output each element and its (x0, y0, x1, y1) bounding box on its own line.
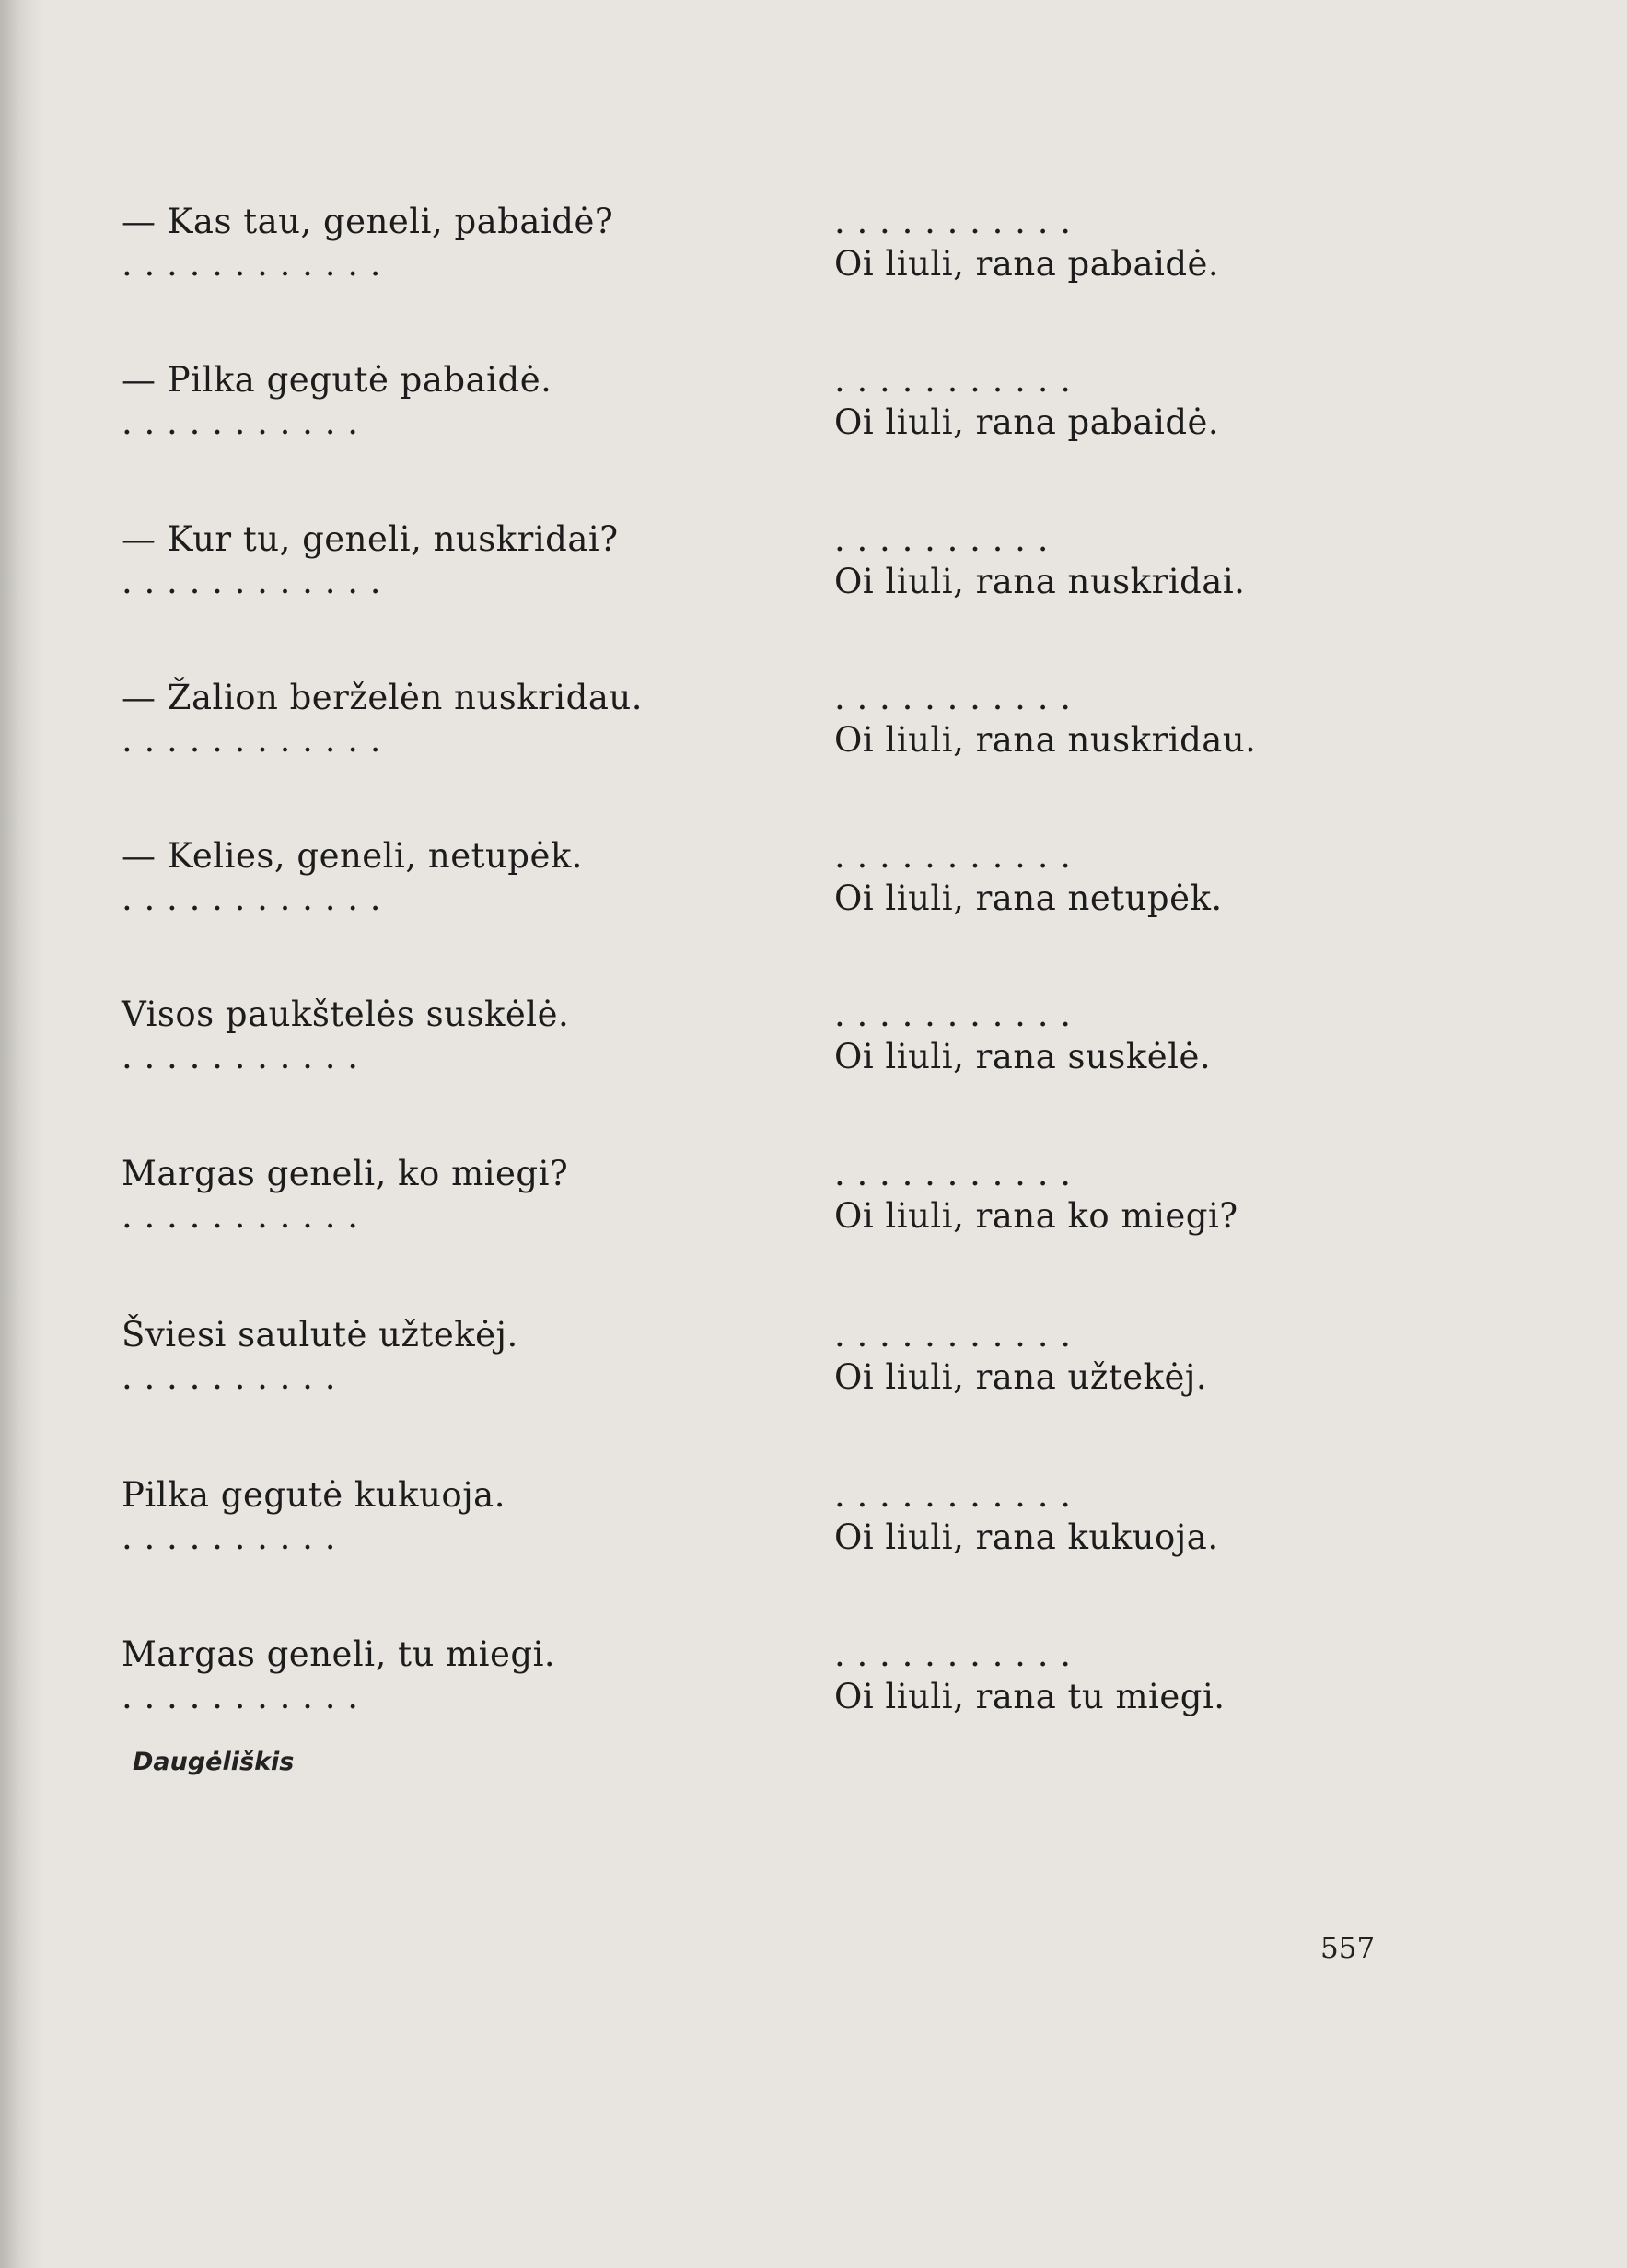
page-binding-shadow (0, 0, 42, 2268)
stanza-5 (0, 835, 1627, 946)
stanza-line-left-2: . . . . . . . . . . . . (122, 878, 382, 918)
stanza-line-left-1: — Pilka gegutė pabaidė. (122, 360, 552, 400)
stanza-line-right-1: . . . . . . . . . . . (834, 1154, 1072, 1193)
stanza-line-left-2: . . . . . . . . . . . (122, 402, 359, 442)
stanza-line-right-2: Oi liuli, rana nuskridai. (834, 562, 1246, 601)
stanza-line-right-2: Oi liuli, rana nuskridau. (834, 720, 1257, 760)
stanza-8 (0, 1314, 1627, 1425)
stanza-line-right-1: . . . . . . . . . . . (834, 360, 1072, 400)
stanza-line-right-2: Oi liuli, rana suskėlė. (834, 1037, 1212, 1076)
stanza-9 (0, 1474, 1627, 1585)
stanza-line-left-2: . . . . . . . . . . . . (122, 562, 382, 601)
stanza-line-left-2: . . . . . . . . . . . . (122, 720, 382, 760)
stanza-line-right-2: Oi liuli, rana pabaidė. (834, 402, 1220, 442)
stanza-line-left-1: Margas geneli, ko miegi? (122, 1154, 569, 1193)
stanza-line-right-2: Oi liuli, rana kukuoja. (834, 1518, 1219, 1557)
stanza-line-right-2: Oi liuli, rana tu miegi. (834, 1677, 1226, 1716)
stanza-3 (0, 518, 1627, 629)
stanza-line-left-1: Margas geneli, tu miegi. (122, 1634, 556, 1674)
stanza-line-left-2: . . . . . . . . . . . (122, 1037, 359, 1076)
stanza-line-left-1: — Kur tu, geneli, nuskridai? (122, 519, 619, 559)
source-credit: Daugėliškis (133, 1748, 295, 1776)
stanza-line-right-2: Oi liuli, rana pabaidė. (834, 244, 1220, 284)
stanza-line-right-1: . . . . . . . . . . . (834, 1475, 1072, 1515)
stanza-line-left-2: . . . . . . . . . . (122, 1357, 336, 1397)
stanza-line-left-1: Pilka gegutė kukuoja. (122, 1475, 506, 1515)
stanza-line-left-1: — Žalion berželėn nuskridau. (122, 678, 643, 717)
stanza-7 (0, 1153, 1627, 1263)
stanza-line-right-1: . . . . . . . . . . . (834, 678, 1072, 717)
stanza-line-right-2: Oi liuli, rana netupėk. (834, 878, 1223, 918)
stanza-line-right-1: . . . . . . . . . . . (834, 202, 1072, 241)
stanza-line-left-1: — Kas tau, geneli, pabaidė? (122, 202, 614, 241)
stanza-line-right-2: Oi liuli, rana ko miegi? (834, 1196, 1238, 1236)
stanza-line-right-1: . . . . . . . . . . . (834, 1634, 1072, 1674)
stanza-6 (0, 994, 1627, 1104)
stanza-line-left-2: . . . . . . . . . . . . (122, 244, 382, 284)
stanza-line-left-1: Šviesi saulutė užtekėj. (122, 1315, 518, 1355)
page-number: 557 (1320, 1932, 1376, 1965)
stanza-2 (0, 359, 1627, 470)
stanza-line-left-1: — Kelies, geneli, netupėk. (122, 836, 584, 876)
stanza-1 (0, 201, 1627, 311)
stanza-line-left-1: Visos paukštelės suskėlė. (122, 994, 570, 1034)
stanza-10 (0, 1634, 1627, 1744)
stanza-line-left-2: . . . . . . . . . . . (122, 1677, 359, 1716)
stanza-line-right-1: . . . . . . . . . . . (834, 1315, 1072, 1355)
stanza-line-left-2: . . . . . . . . . . . (122, 1196, 359, 1236)
stanza-4 (0, 677, 1627, 787)
stanza-line-right-1: . . . . . . . . . . . (834, 994, 1072, 1034)
stanza-line-right-2: Oi liuli, rana užtekėj. (834, 1357, 1208, 1397)
stanza-line-left-2: . . . . . . . . . . (122, 1518, 336, 1557)
stanza-line-right-1: . . . . . . . . . . . (834, 836, 1072, 876)
stanza-line-right-1: . . . . . . . . . . (834, 519, 1049, 559)
